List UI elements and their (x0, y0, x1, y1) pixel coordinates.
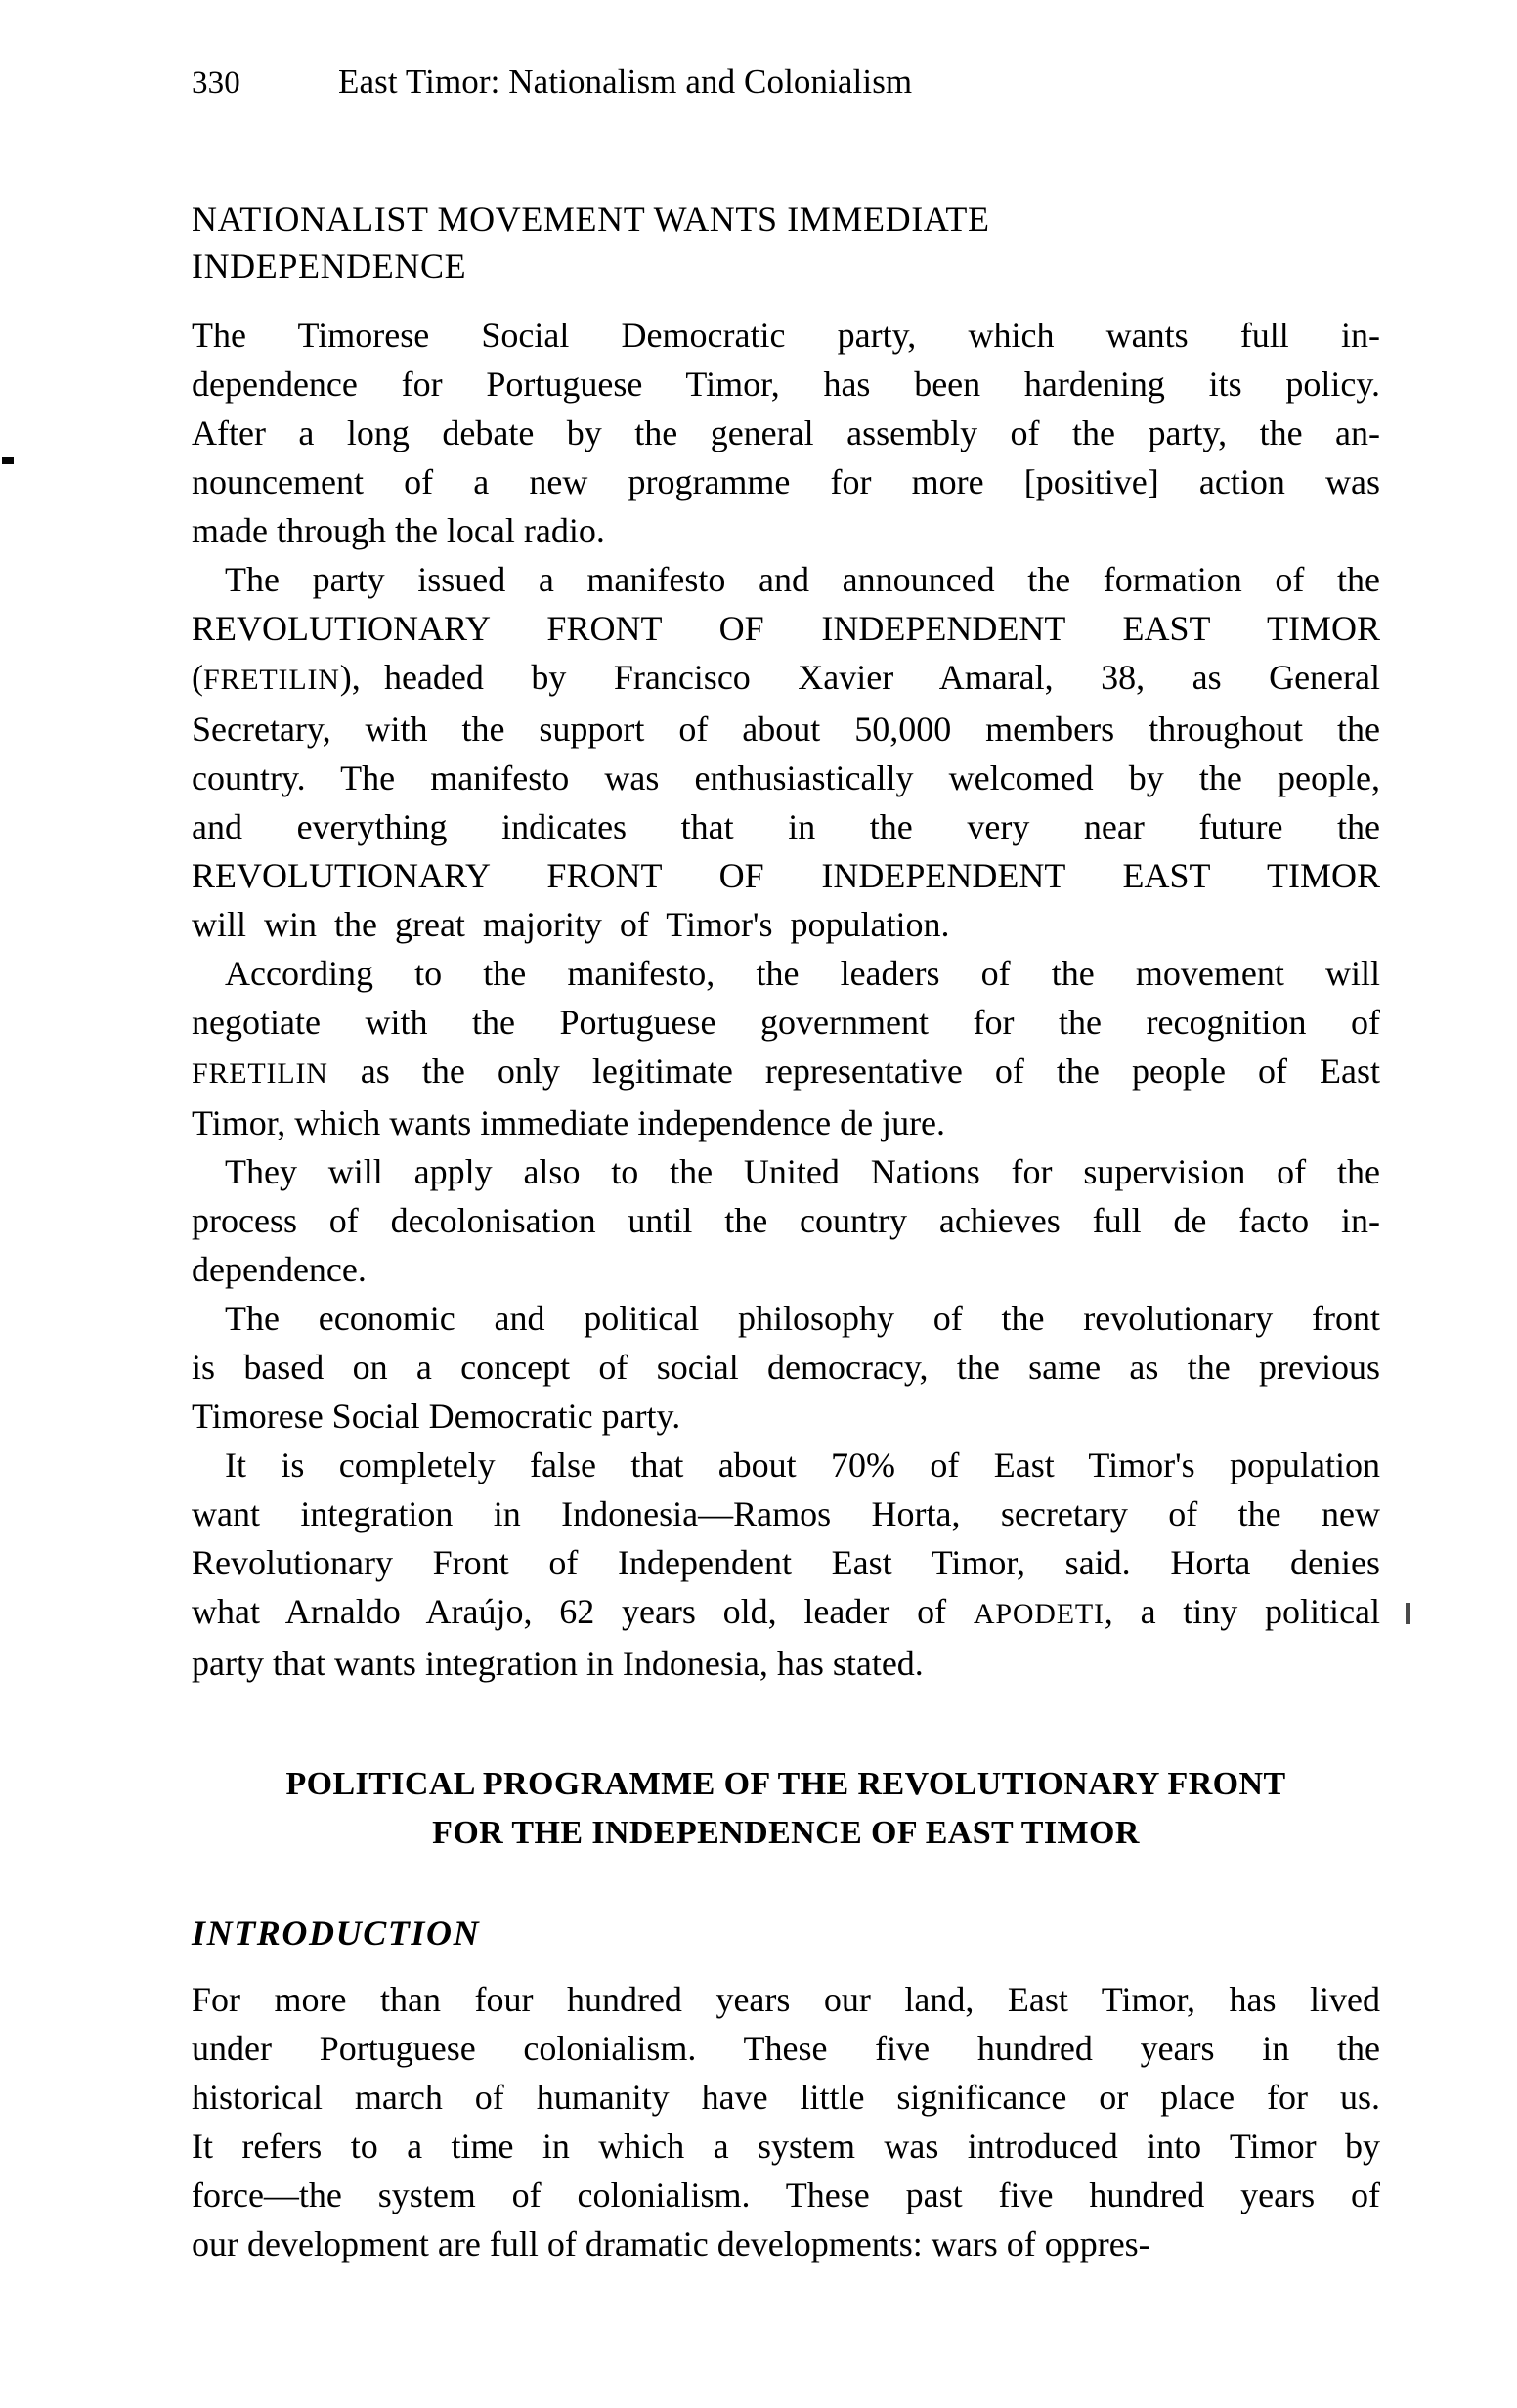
paragraph-7 (192, 1975, 1380, 2268)
text-line-with-smallcaps (192, 1587, 1380, 1639)
fretilin-smallcaps: FRETILIN (192, 1057, 328, 1090)
section-heading-line-2: INDEPENDENCE (192, 246, 467, 285)
text-line: Timor, which wants immediate independence de jure. (192, 1103, 946, 1142)
text-line: Revolutionary Front of Independent East Timor, said. Horta denies (192, 1543, 1380, 1582)
text-line: made through the local radio. (192, 511, 605, 550)
paren-close: ), (339, 658, 384, 697)
text-line: negotiate with the Portuguese government for the recognition of (192, 1003, 1380, 1042)
running-title: East Timor: Nationalism and Colonialism (338, 63, 913, 101)
paren-open: ( (192, 658, 203, 697)
text-line-rest: headed by Francisco Xavier Amaral, 38, as General (383, 658, 1380, 697)
text-line: The Timorese Social Democratic party, which wants full in- (192, 316, 1380, 355)
programme-heading-line-1: POLITICAL PROGRAMME OF THE REVOLUTIONARY FRONT (285, 1766, 1286, 1802)
text-line: It is completely false that about 70% of East Timor's population (225, 1445, 1380, 1484)
text-line: nouncement of a new programme for more [positive] action was (192, 462, 1380, 501)
text-line: is based on a concept of social democracy, the same as the previous (192, 1348, 1380, 1387)
paragraph-5 (192, 1294, 1380, 1440)
text-line: party that wants integration in Indonesia, has stated. (192, 1644, 924, 1683)
section-heading (192, 195, 1380, 289)
programme-heading-line-2: FOR THE INDEPENDENCE OF EAST TIMOR (432, 1815, 1140, 1851)
paragraph-3 (192, 949, 1380, 1147)
text-line: REVOLUTIONARY FRONT OF INDEPENDENT EAST TIMOR (192, 609, 1380, 648)
text-line: under Portuguese colonialism. These five hundred years in the (192, 2029, 1380, 2068)
text-line: our development are full of dramatic developments: wars of oppres- (192, 2224, 1150, 2263)
running-head (192, 61, 1325, 104)
text-line: Timorese Social Democratic party. (192, 1397, 681, 1436)
paragraph-1 (192, 311, 1380, 555)
text-line: want integration in Indonesia—Ramos Horta, secretary of the new (192, 1494, 1380, 1533)
scan-artifact-left (2, 457, 14, 464)
text-line: dependence for Portuguese Timor, has been hardening its policy. (192, 365, 1380, 404)
scan-artifact-right (1406, 1603, 1410, 1624)
text-line: will win the great majority of Timor's population. (192, 905, 950, 944)
text-column (192, 195, 1380, 2268)
text-line: For more than four hundred years our land, East Timor, has lived (192, 1980, 1380, 2019)
text-line: and everything indicates that in the very near future the (192, 807, 1380, 846)
text-line-rest: what Arnaldo Araújo, 62 years old, leader of (192, 1592, 947, 1631)
text-line: REVOLUTIONARY FRONT OF INDEPENDENT EAST TIMOR (192, 856, 1380, 895)
paragraph-6 (192, 1440, 1380, 1688)
apodeti-smallcaps: APODETI (973, 1598, 1105, 1630)
text-line: dependence. (192, 1250, 367, 1289)
section-heading-line-1: NATIONALIST MOVEMENT WANTS IMMEDIATE (192, 199, 990, 238)
text-line-with-smallcaps (192, 1047, 1380, 1098)
fretilin-smallcaps: FRETILIN (203, 664, 340, 696)
paragraph-4 (192, 1147, 1380, 1294)
text-line: Secretary, with the support of about 50,000 members throughout the (192, 710, 1380, 749)
text-line: force—the system of colonialism. These past five hundred years of (192, 2175, 1380, 2214)
text-line: The economic and political philosophy of the revolutionary front (225, 1299, 1380, 1338)
page-number: 330 (192, 65, 240, 101)
text-line: It refers to a time in which a system was introduced into Timor by (192, 2127, 1380, 2166)
text-line: They will apply also to the United Nations for supervision of the (225, 1152, 1380, 1191)
programme-heading (192, 1760, 1380, 1858)
introduction-heading: INTRODUCTION (192, 1914, 481, 1953)
spacer (328, 1052, 361, 1091)
text-line-tail: a tiny political (1140, 1592, 1381, 1631)
text-line: process of decolonisation until the country achieves full de facto in- (192, 1201, 1380, 1240)
comma: , (1104, 1592, 1141, 1631)
text-line-rest: as the only legitimate representative of the people of East (360, 1052, 1381, 1091)
text-line: After a long debate by the general assembly of the party, the an- (192, 413, 1380, 452)
text-line: country. The manifesto was enthusiastically welcomed by the people, (192, 758, 1380, 797)
text-line: The party issued a manifesto and announced the formation of the (225, 560, 1380, 599)
text-line: historical march of humanity have little significance or place for us. (192, 2078, 1380, 2117)
text-line-with-smallcaps (192, 653, 1380, 705)
paragraph-2 (192, 555, 1380, 949)
text-line: According to the manifesto, the leaders of the movement will (225, 954, 1380, 993)
